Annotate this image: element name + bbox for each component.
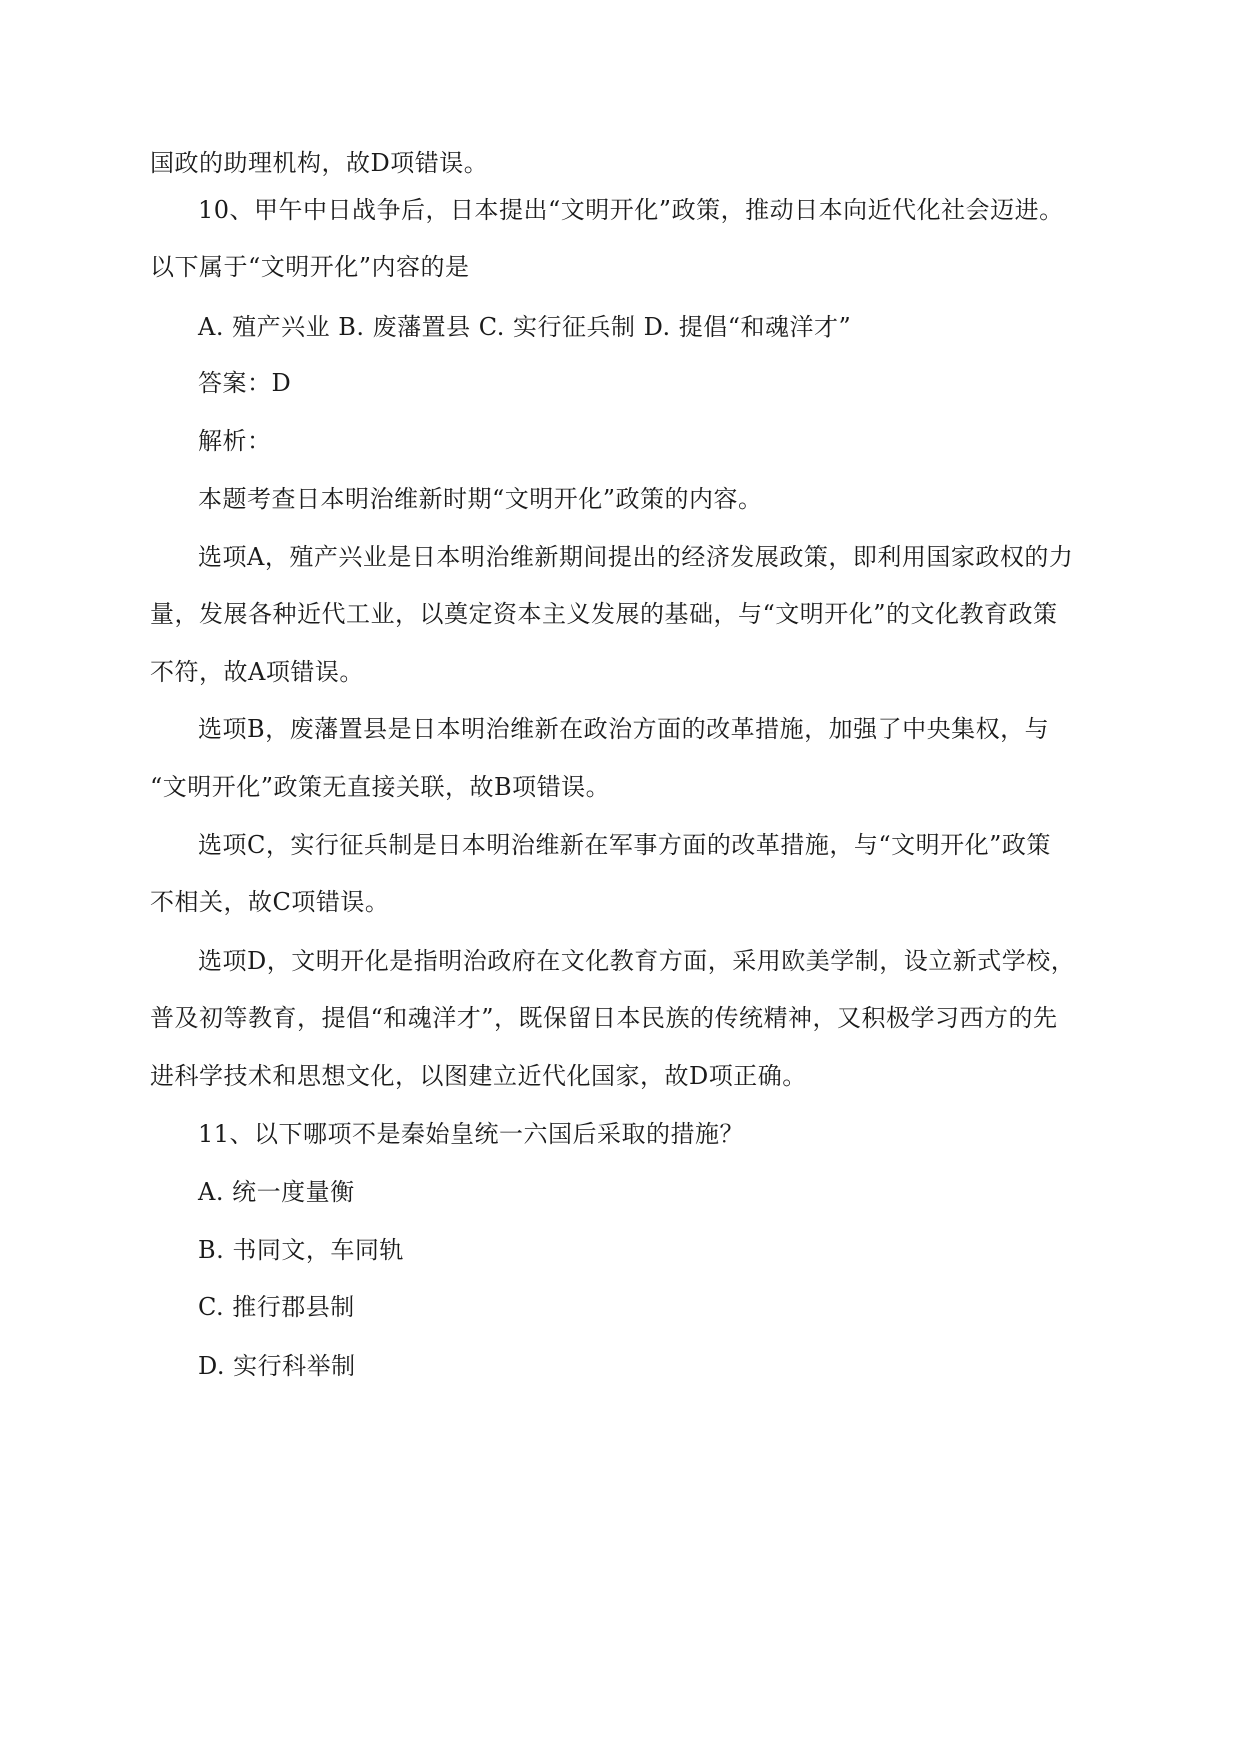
option-a-explanation-continued: 量，发展各种近代工业，以奠定资本主义发展的基础，与“文明开化”的文化教育政策 — [150, 600, 1058, 628]
analysis-paragraph: 本题考查日本明治维新时期“文明开化”政策的内容。 — [198, 485, 763, 513]
question-11-stem: 11、以下哪项不是秦始皇统一六国后采取的措施？ — [198, 1120, 745, 1148]
paragraph-line: 国政的助理机构，故D项错误。 — [150, 149, 489, 177]
option-c-explanation-end: 不相关，故C项错误。 — [150, 888, 390, 916]
option-c-explanation: 选项C，实行征兵制是日本明治维新在军事方面的改革措施，与“文明开化”政策 — [198, 831, 1051, 859]
question-10-stem-continued: 以下属于“文明开化”内容的是 — [150, 253, 470, 281]
question-10-options: A. 殖产兴业 B. 废藩置县 C. 实行征兵制 D. 提倡“和魂洋才” — [198, 313, 852, 341]
question-11-option-d: D. 实行科举制 — [198, 1352, 356, 1380]
analysis-label: 解析： — [198, 427, 272, 455]
question-11-option-b: B. 书同文，车同轨 — [198, 1236, 404, 1264]
question-10-stem: 10、甲午中日战争后，日本提出“文明开化”政策，推动日本向近代化社会迈进。 — [198, 196, 1064, 224]
option-d-explanation-continued: 普及初等教育，提倡“和魂洋才”，既保留日本民族的传统精神，又积极学习西方的先 — [150, 1004, 1058, 1032]
question-11-option-a: A. 统一度量衡 — [198, 1178, 355, 1206]
question-11-option-c: C. 推行郡县制 — [198, 1293, 355, 1321]
option-d-explanation: 选项D，文明开化是指明治政府在文化教育方面，采用欧美学制，设立新式学校， — [198, 947, 1076, 975]
option-a-explanation: 选项A，殖产兴业是日本明治维新期间提出的经济发展政策，即利用国家政权的力 — [198, 543, 1074, 571]
option-b-explanation-end: “文明开化”政策无直接关联，故B项错误。 — [150, 773, 611, 801]
option-d-explanation-end: 进科学技术和思想文化，以图建立近代化国家，故D项正确。 — [150, 1062, 807, 1090]
option-a-explanation-end: 不符，故A项错误。 — [150, 658, 364, 686]
option-b-explanation: 选项B，废藩置县是日本明治维新在政治方面的改革措施，加强了中央集权，与 — [198, 715, 1050, 743]
answer-line: 答案：D — [198, 369, 292, 397]
